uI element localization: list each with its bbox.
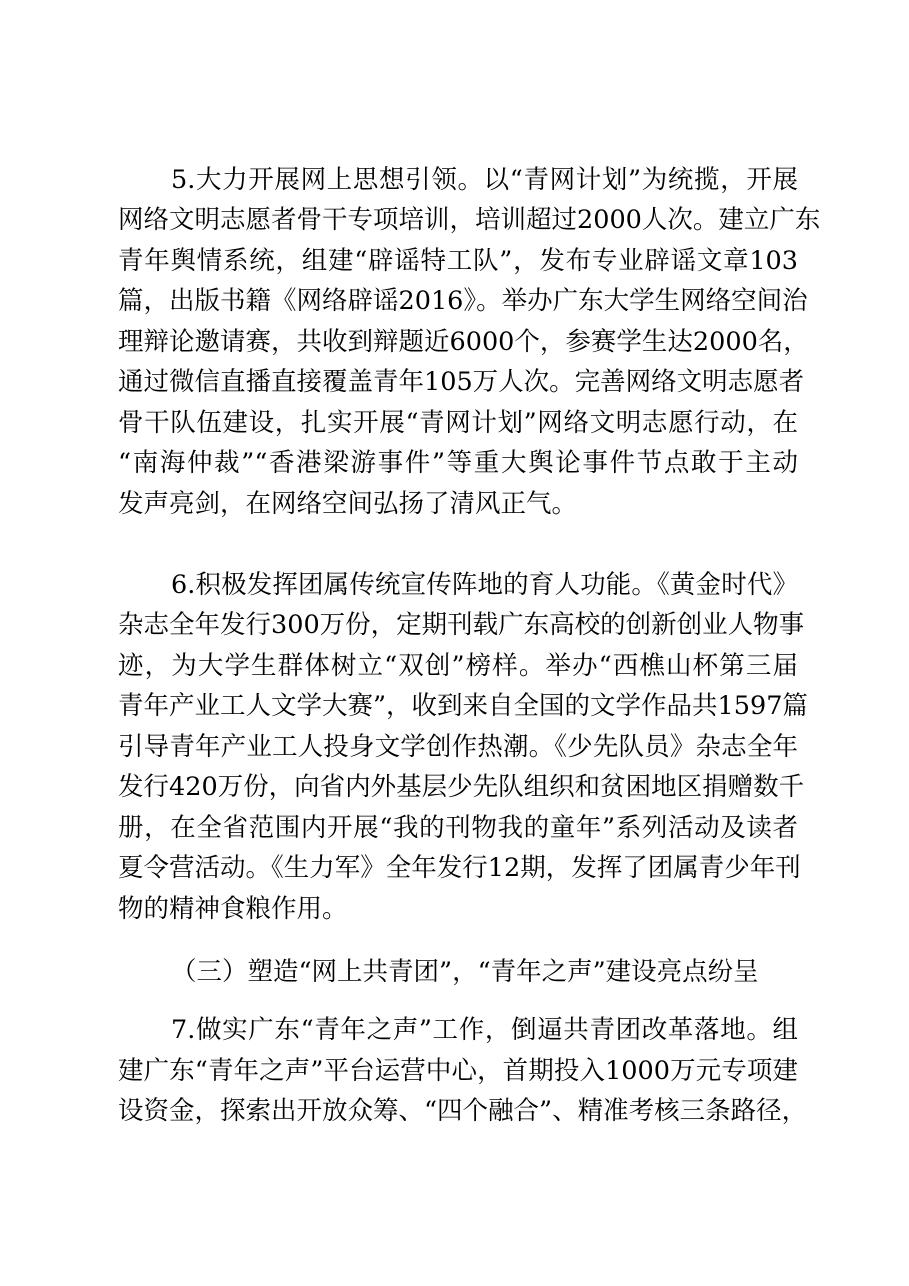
paragraph-line: 青年舆情系统，组建“辟谣特工队”，发布专业辟谣文章103 [118,246,798,276]
paragraph-line: 6.积极发挥团属传统宣传阵地的育人功能。《黄金时代》 [171,570,798,600]
paragraph-line: 篇，出版书籍《网络辟谣2016》。举办广东大学生网络空间治 [118,286,808,316]
paragraph-line: 建广东“青年之声”平台运营中心，首期投入1000万元专项建 [118,1056,798,1086]
paragraph-line: 迹，为大学生群体树立“双创”榜样。举办“西樵山杯第三届 [118,651,798,681]
paragraph-line: 发行420万份，向省内外基层少先队组织和贫困地区捐赠数千 [118,772,805,802]
paragraph-line: 册，在全省范围内开展“我的刊物我的童年”系列活动及读者 [118,813,798,843]
paragraph-line: 骨干队伍建设，扎实开展“青网计划”网络文明志愿行动，在 [118,408,798,438]
paragraph-line: 青年产业工人文学大赛”，收到来自全国的文学作品共1597篇 [118,691,808,721]
paragraph-line: 物的精神食粮作用。 [118,894,348,924]
paragraph-line: 通过微信直播直接覆盖青年105万人次。完善网络文明志愿者 [118,367,805,397]
paragraph-line: 设资金，探索出开放众筹、“四个融合”、精准考核三条路径， [118,1096,808,1126]
paragraph-line: 7.做实广东“青年之声”工作，倒逼共青团改革落地。组 [171,1015,798,1045]
paragraph-line: 引导青年产业工人投身文学创作热潮。《少先队员》杂志全年 [118,732,798,762]
paragraph-line: 杂志全年发行300万份，定期刊载广东高校的创新创业人物事 [118,610,805,640]
paragraph-line: 理辩论邀请赛，共收到辩题近6000个，参赛学生达2000名， [118,327,809,357]
paragraph-line: “南海仲裁”“香港梁游事件”等重大舆论事件节点敢于主动 [118,448,798,478]
paragraph-line: 网络文明志愿者骨干专项培训，培训超过2000人次。建立广东 [118,205,821,235]
paragraph-line: 夏令营活动。《生力军》全年发行12期，发挥了团属青少年刊 [118,853,801,883]
paragraph-line: 发声亮剑，在网络空间弘扬了清风正气。 [118,489,578,519]
section-heading: （三）塑造“网上共青团”，“青年之声”建设亮点纷呈 [171,957,759,987]
paragraph-line: 5.大力开展网上思想引领。以“青网计划”为统揽，开展 [171,165,798,195]
